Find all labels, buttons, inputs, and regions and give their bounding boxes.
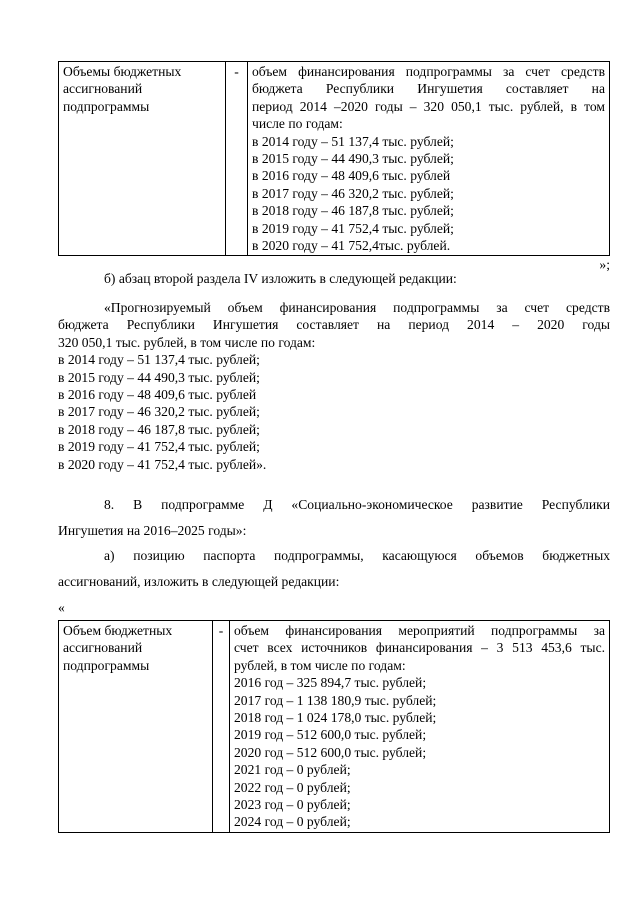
text-line: 2023 год – 0 рублей; (234, 797, 351, 813)
table-value-cell (248, 62, 610, 256)
text-line: в 2017 году – 46 320,2 тыс. рублей; (252, 185, 454, 201)
table-dash-cell (213, 621, 230, 833)
text-line: рублей, в том числе по годам: (234, 657, 406, 673)
text-line: числе по годам: (252, 116, 343, 132)
paragraph-a (58, 543, 610, 595)
dash: - (218, 623, 224, 638)
table-dash-cell (226, 62, 248, 256)
text-line: в 2014 году – 51 137,4 тыс. рублей; (252, 133, 454, 149)
paragraph-8 (58, 492, 610, 544)
text-line: в 2018 году – 46 187,8 тыс. рублей; (58, 421, 260, 437)
quote-paragraph (58, 299, 610, 473)
text-line: в 2017 году – 46 320,2 тыс. рублей; (58, 404, 260, 420)
text-line: бюджета Республики Ингушетия составляет на (252, 81, 605, 97)
text-line: в 2015 году – 44 490,3 тыс. рублей; (58, 369, 260, 385)
text-line: Ингушетия на 2016–2025 годы»: (58, 523, 247, 538)
closing-quote: »; (599, 257, 610, 272)
text-line: в 2015 году – 44 490,3 тыс. рублей; (252, 151, 454, 167)
table-label-cell (59, 62, 226, 256)
table-label: Объем бюджетных ассигнований подпрограммы (63, 623, 173, 673)
text-line: в 2016 году – 48 409,6 тыс. рублей (252, 168, 451, 184)
passport-table-2 (58, 620, 610, 833)
text-line: в 2016 году – 48 409,6 тыс. рублей (58, 387, 257, 403)
dash: - (234, 64, 239, 79)
text-line: «Прогнозируемый объем финансирования подпрограммы за счет средств (104, 300, 610, 315)
text-line: 2021 год – 0 рублей; (234, 762, 351, 778)
text-line: счет всех источников финансирования – 3 513 453,6 тыс. (234, 640, 605, 656)
text-line: бюджета Республики Ингушетия составляет на период 2014 – 2020 годы (58, 317, 610, 333)
text-line: 2022 год – 0 рублей; (234, 779, 351, 795)
table-label: Объемы бюджетных ассигнований подпрограммы (63, 64, 182, 114)
table-row (59, 62, 610, 256)
text-line: в 2019 году – 41 752,4 тыс. рублей; (58, 439, 260, 455)
text-line: 2018 год – 1 024 178,0 тыс. рублей; (234, 710, 437, 726)
text-line: 2020 год – 512 600,0 тыс. рублей; (234, 744, 427, 760)
open-quote: « (58, 600, 65, 615)
text-line: в 2014 году – 51 137,4 тыс. рублей; (58, 352, 260, 368)
text-line: а) позицию паспорта подпрограммы, касающуюся объемов бюджетных (104, 548, 610, 563)
text-line: 2024 год – 0 рублей; (234, 814, 351, 830)
table-value-cell (230, 621, 610, 833)
text-line: в 2020 году – 41 752,4 тыс. рублей». (58, 456, 267, 472)
text-line: ассигнований, изложить в следующей редакции: (58, 574, 340, 589)
text-line: в 2019 году – 41 752,4 тыс. рублей; (252, 220, 454, 236)
text-line: 320 050,1 тыс. рублей, в том числе по годам: (58, 334, 316, 350)
passport-table-1 (58, 61, 610, 256)
text-line: 2016 год – 325 894,7 тыс. рублей; (234, 675, 427, 691)
text-line: объем финансирования мероприятий подпрограммы за (234, 623, 605, 638)
text-line: 8. В подпрограмме Д «Социально-экономическое развитие Республики (104, 497, 610, 512)
text-line: период 2014 –2020 годы – 320 050,1 тыс. рублей, в том (252, 98, 605, 114)
text-line: в 2018 году – 46 187,8 тыс. рублей; (252, 203, 454, 219)
text-line: 2017 год – 1 138 180,9 тыс. рублей; (234, 692, 437, 708)
text-line: в 2020 году – 41 752,4тыс. рублей. (252, 238, 451, 254)
table-label-cell (59, 621, 213, 833)
text-line: 2019 год – 512 600,0 тыс. рублей; (234, 727, 427, 743)
text-line: объем финансирования подпрограммы за счет средств (252, 64, 605, 79)
table-row (59, 621, 610, 833)
paragraph-b: б) абзац второй раздела IV изложить в следующей редакции: (104, 271, 457, 286)
